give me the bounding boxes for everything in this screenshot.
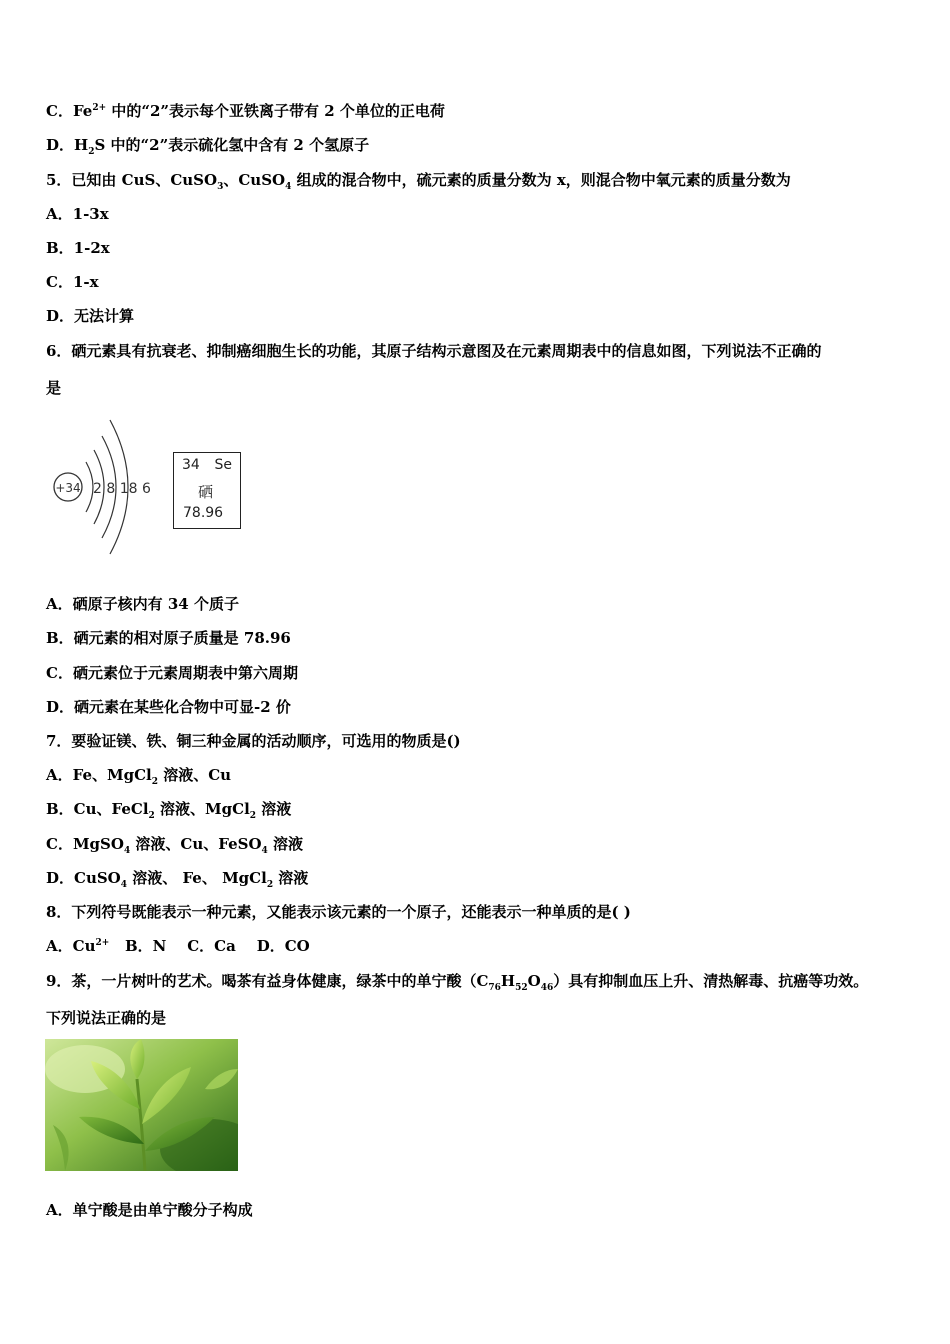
- q5-option-d: D．无法计算: [46, 307, 135, 325]
- q6-stem-line2: 是: [46, 379, 62, 397]
- q5-option-a: A．1-3x: [46, 205, 109, 223]
- q5-stem: 5．已知由 CuS、CuSO$_3$、CuSO$_4$ 组成的混合物中，硫元素的质量分数为 x，则混合物中氧元素的质量分数为: [46, 171, 791, 192]
- q9-stem-line2: 下列说法正确的是: [46, 1009, 167, 1027]
- q9-option-a: A．单宁酸是由单宁酸分子构成: [46, 1201, 253, 1219]
- q6-option-c: C．硒元素位于元素周期表中第六周期: [46, 664, 298, 682]
- q7-option-a: A．Fe、MgCl$_2$ 溶液、Cu: [46, 766, 232, 787]
- electron-shells-label: 2 8 18 6: [93, 481, 151, 497]
- q6-option-d: D．硒元素在某些化合物中可显-2 价: [46, 698, 291, 716]
- q4-option-d: D．$H_2S$ 中的“2”表示硫化氢中含有 2 个氢原子: [46, 136, 370, 157]
- q6-stem-line1: 6．硒元素具有抗衰老、抑制癌细胞生长的功能，其原子结构示意图及在元素周期表中的信息如图，下列说法不正确的: [46, 342, 822, 360]
- q8-stem: 8．下列符号既能表示一种元素，又能表示该元素的一个原子，还能表示一种单质的是( ): [46, 903, 631, 921]
- q7-option-d: D．CuSO$_4$ 溶液、 Fe、 MgCl$_2$ 溶液: [46, 869, 309, 890]
- atomic-mass: 78.96: [183, 505, 224, 521]
- q7-option-b: B．Cu、FeCl$_2$ 溶液、MgCl$_2$ 溶液: [46, 800, 292, 821]
- selenium-atom-diagram: [48, 412, 158, 562]
- tea-leaves-image: [45, 1039, 238, 1171]
- q6-option-a: A．硒原子核内有 34 个质子: [46, 595, 239, 613]
- q9-stem-line1: 9．茶，一片树叶的艺术。喝茶有益身体健康，绿茶中的单宁酸$(C_{76}H_{52}O_{46})$具有抑制血压上升、清热解毒、抗癌等功效。: [46, 972, 869, 993]
- q8-options: A．$Cu^{2+}$ B．N C．Ca D．CO: [46, 937, 310, 955]
- q5-option-b: B．1-2x: [46, 239, 110, 257]
- q7-stem: 7．要验证镁、铁、铜三种金属的活动顺序，可选用的物质是(): [46, 732, 461, 750]
- q5-option-c: C．1-x: [46, 273, 99, 291]
- nucleus-label: +34: [55, 481, 81, 495]
- element-name: 硒: [198, 483, 214, 501]
- q4-option-c: C．$Fe^{2+}$ 中的“2”表示每个亚铁离子带有 2 个单位的正电荷: [46, 102, 445, 120]
- periodic-table-cell: [173, 452, 241, 529]
- atomic-number: 34: [182, 457, 200, 473]
- element-symbol: Se: [214, 457, 232, 473]
- q6-option-b: B．硒元素的相对原子质量是 78.96: [46, 629, 291, 647]
- q7-option-c: C．MgSO$_4$ 溶液、Cu、FeSO$_4$ 溶液: [46, 835, 304, 856]
